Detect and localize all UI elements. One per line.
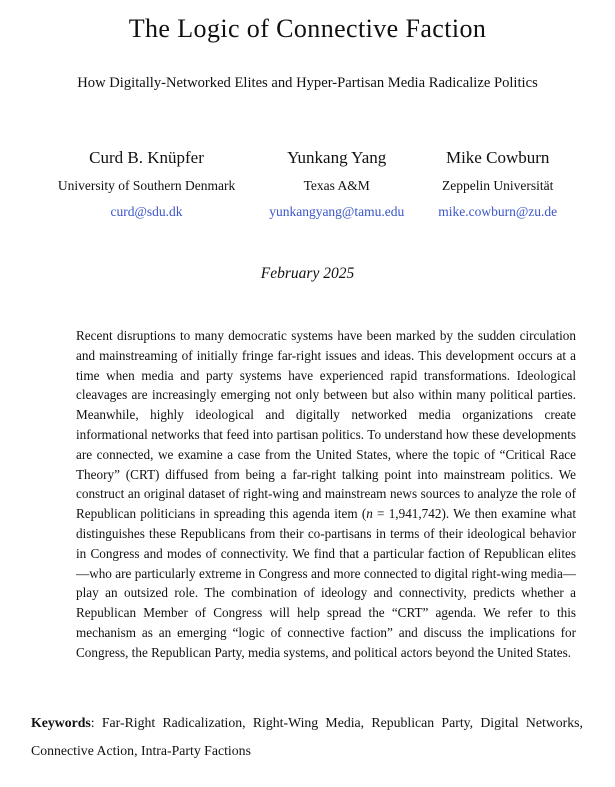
keywords-line <box>31 709 583 765</box>
author-name: Curd B. Knüpfer <box>89 148 204 167</box>
paper-date: February 2025 <box>260 265 355 282</box>
author-column-2 <box>269 148 404 220</box>
abstract-text <box>76 326 576 663</box>
author-affiliation: University of Southern Denmark <box>57 178 236 193</box>
author-email-link[interactable]: yunkangyang@tamu.edu <box>269 204 405 219</box>
author-affiliation: Zeppelin Universität <box>442 178 554 193</box>
author-name: Mike Cowburn <box>445 148 550 167</box>
abstract-segment-after-n: = 1,941,742). We then examine what distinguishes these Republicans from their co-partisans in terms of their ideological behavior in Congress and modes of connectivity. We find that a particular faction of Republican elites—who are particularly extreme in Congress and more connected to digital right-wing media—play an outsized role. The combination of ideology and connectivity, predicts whether a Republican Member of Congress will help spread the “CRT” agenda. We refer to this mechanism as an emerging “logic of connective faction” and discuss the implications for Congress, the Republican Party, media systems, and political actors beyond the United States. <box>76 506 577 660</box>
author-email-link[interactable]: curd@sdu.dk <box>110 204 183 219</box>
author-column-3 <box>438 148 557 220</box>
author-affiliation: Texas A&M <box>303 178 370 193</box>
math-n-symbol: n <box>366 506 373 522</box>
author-block <box>0 148 615 220</box>
author-column-1 <box>58 148 235 220</box>
paper-subtitle: How Digitally-Networked Elites and Hyper-Partisan Media Radicalize Politics <box>77 75 538 91</box>
abstract-segment-before-n: Recent disruptions to many democratic systems have been marked by the sudden circulation and mainstreaming of initially fringe far-right issues and ideas. This development occurs at a time when media and party systems have experienced rapid transformations. Ideological cleavages are increasingly emerging not only between but also within many political parties. Meanwhile, highly ideological and digitally networked media organizations create informational networks that feed into partisan politics. To understand how these developments are connected, we examine a case from the United States, where the topic of “Critical Race Theory” (CRT) diffused from being a far-right talking point into mainstream politics. We construct an original dataset of right-wing and mainstream news sources to analyze the role of Republican politicians in spreading this agenda item ( <box>76 328 576 522</box>
author-email-link[interactable]: mike.cowburn@zu.de <box>438 204 558 219</box>
keywords-label: Keywords <box>31 714 91 730</box>
author-name: Yunkang Yang <box>287 148 387 167</box>
keywords-list: : Far-Right Radicalization, Right-Wing Media, Republican Party, Digital Networks, Connective Action, Intra-Party Factions <box>31 714 583 758</box>
paper-title: The Logic of Connective Faction <box>128 14 487 43</box>
